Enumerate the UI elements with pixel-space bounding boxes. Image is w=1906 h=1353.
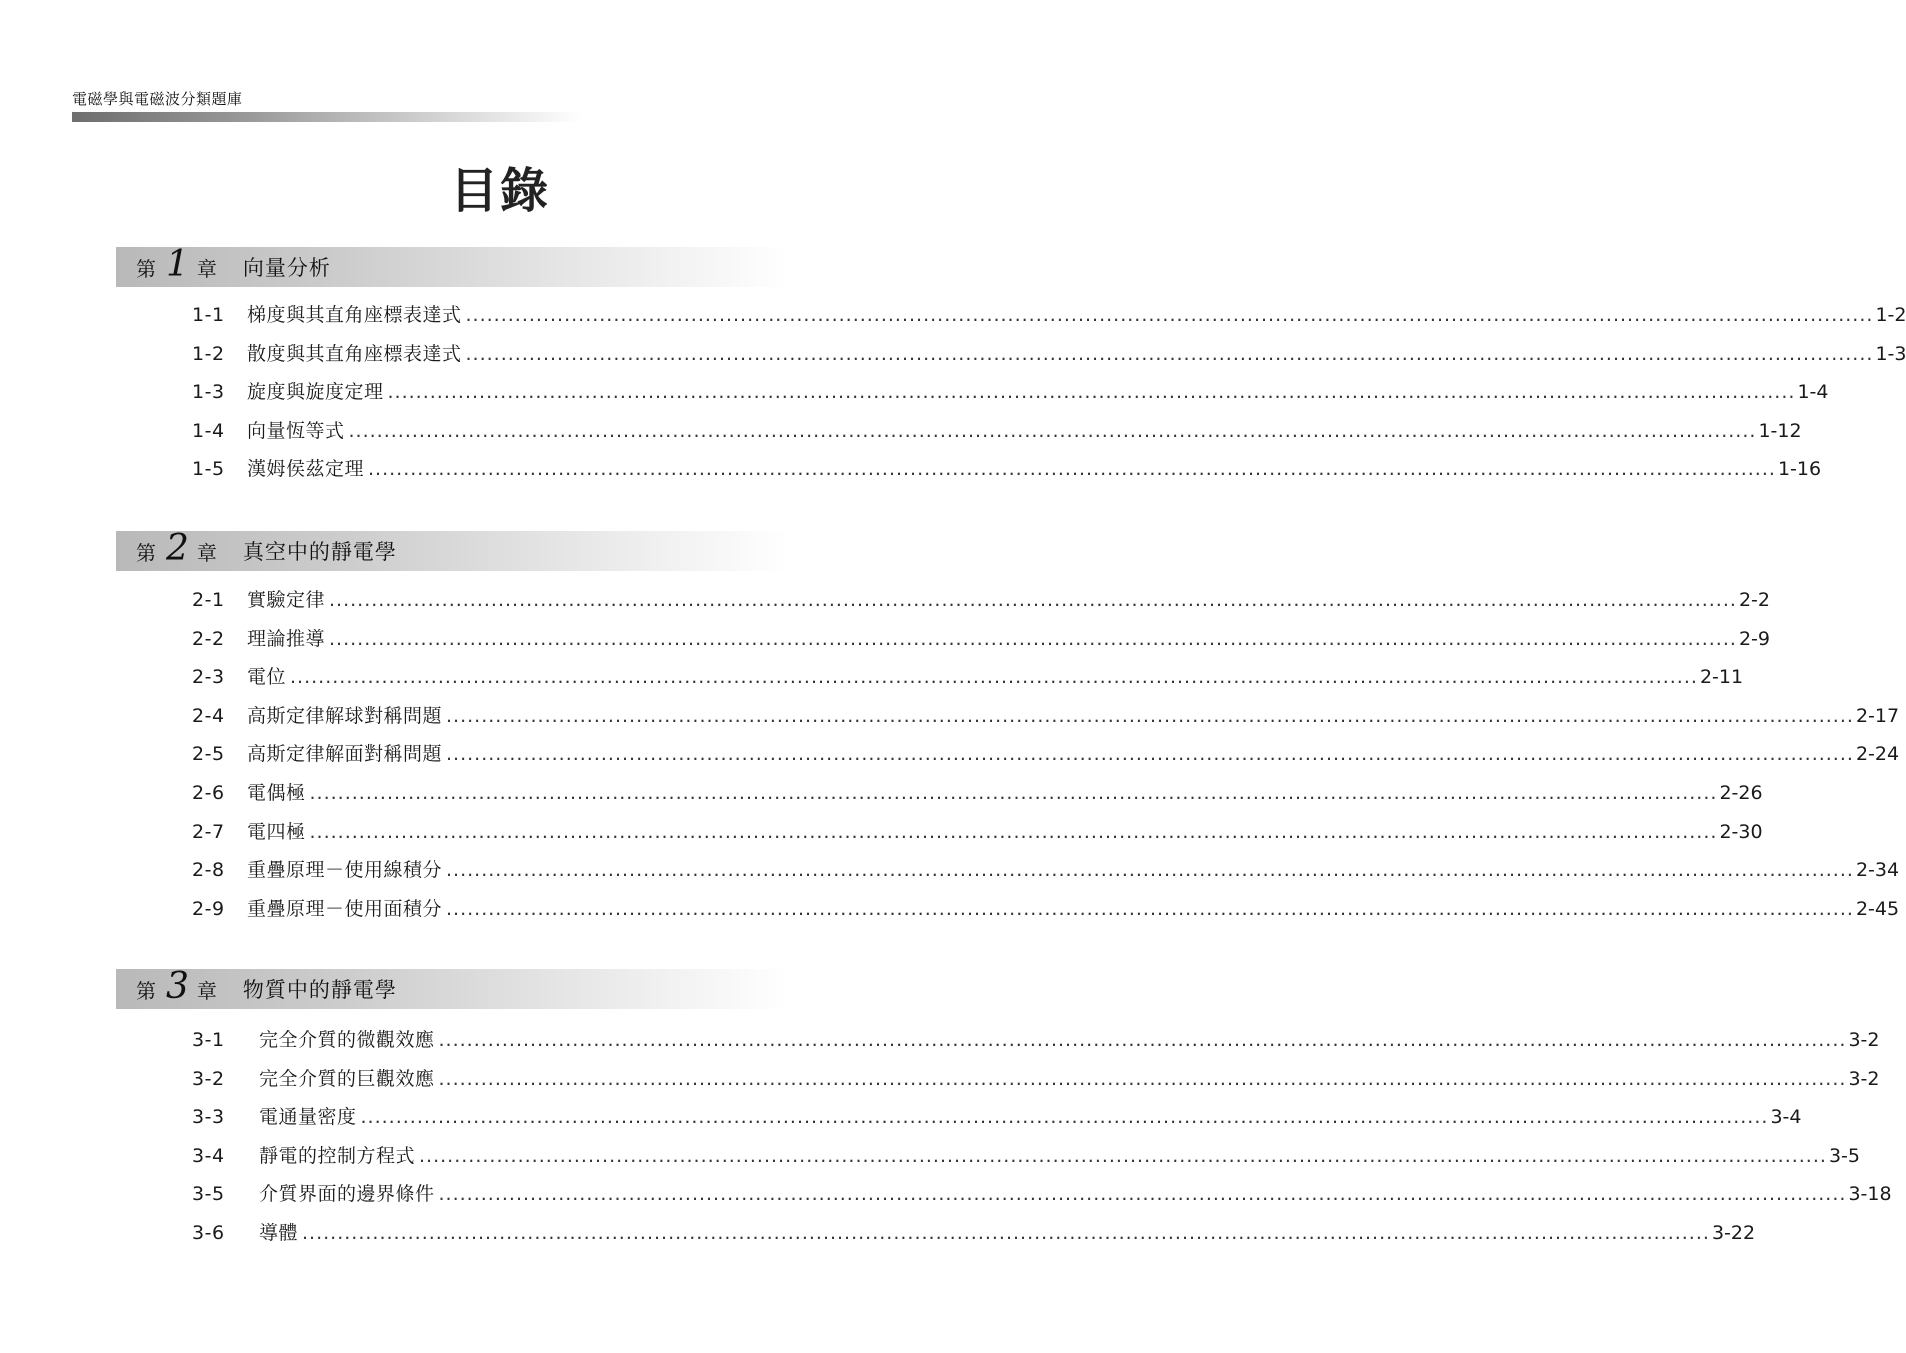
section-title: 電四極 — [247, 820, 306, 843]
running-header: 電磁學與電磁波分類題庫 — [72, 90, 243, 108]
section-number: 2-3 — [192, 666, 225, 689]
section-title: 完全介質的微觀效應 — [259, 1029, 435, 1051]
section-number: 2-5 — [192, 743, 225, 766]
chapter-heading — [116, 966, 788, 1009]
toc-entry[interactable] — [192, 662, 1744, 692]
chapter-suffix: 章 — [196, 540, 217, 565]
dot-leader: ........................................................................................................................................................................................................ — [419, 1144, 1827, 1167]
section-title: 漢姆侯茲定理 — [247, 458, 365, 481]
dot-leader: ........................................................................................................................................................................................................ — [438, 1067, 1847, 1090]
section-page-number: 3-18 — [1848, 1183, 1892, 1206]
chapter-prefix: 第 — [136, 540, 156, 565]
chapter-title: 物質中的靜電學 — [242, 978, 397, 1002]
section-page-number: 2-30 — [1719, 820, 1763, 843]
section-page-number: 3-4 — [1770, 1106, 1802, 1129]
chapter-heading — [116, 528, 788, 571]
page-title: 目錄 — [449, 163, 550, 219]
toc-entry[interactable] — [192, 1102, 1802, 1132]
section-number: 2-8 — [192, 859, 225, 882]
section-number: 3-5 — [192, 1183, 225, 1206]
section-number: 1-2 — [192, 342, 225, 365]
section-title: 介質界面的邊界條件 — [259, 1183, 435, 1206]
section-title: 高斯定律解面對稱問題 — [247, 743, 443, 766]
dot-leader: ........................................................................................................................................................................................................ — [360, 1106, 1769, 1129]
section-number: 3-6 — [192, 1222, 225, 1244]
toc-entry[interactable] — [192, 701, 1900, 731]
chapter-number: 1 — [166, 244, 189, 285]
dot-leader: ........................................................................................................................................................................................................ — [446, 704, 1854, 727]
header-rule — [72, 112, 582, 122]
dot-leader: ........................................................................................................................................................................................................ — [387, 381, 1796, 404]
section-title: 導體 — [259, 1222, 299, 1244]
chapter-prefix: 第 — [136, 256, 156, 281]
toc-entry[interactable] — [192, 1064, 1880, 1094]
section-page-number: 3-22 — [1711, 1222, 1756, 1244]
toc-entry[interactable] — [192, 339, 1906, 369]
section-page-number: 3-5 — [1828, 1144, 1860, 1167]
section-page-number: 2-17 — [1855, 704, 1900, 727]
section-title: 梯度與其直角座標表達式 — [247, 304, 462, 326]
dot-leader: ........................................................................................................................................................................................................ — [446, 859, 1854, 882]
section-page-number: 2-26 — [1719, 782, 1763, 804]
section-number: 2-4 — [192, 704, 225, 727]
toc-entry[interactable] — [192, 1141, 1860, 1171]
section-title: 重疊原理－使用線積分 — [247, 859, 443, 882]
toc-entry[interactable] — [192, 855, 1900, 885]
toc-entry[interactable] — [192, 1025, 1880, 1055]
section-number: 2-9 — [192, 897, 225, 920]
section-page-number: 1-12 — [1758, 419, 1802, 442]
chapter-heading — [116, 244, 788, 287]
toc-entry[interactable] — [192, 624, 1770, 654]
toc-entry[interactable] — [192, 894, 1900, 924]
section-page-number: 3-2 — [1848, 1067, 1880, 1090]
toc-entry[interactable] — [192, 817, 1763, 847]
section-title: 實驗定律 — [247, 589, 326, 611]
toc-entry[interactable] — [192, 416, 1802, 446]
section-number: 1-4 — [192, 419, 225, 442]
section-title: 旋度與旋度定理 — [247, 381, 384, 404]
section-page-number: 2-9 — [1738, 627, 1770, 650]
dot-leader: ........................................................................................................................................................................................................ — [348, 419, 1757, 442]
section-page-number: 2-45 — [1855, 897, 1900, 920]
section-page-number: 2-34 — [1855, 859, 1900, 882]
dot-leader: ........................................................................................................................................................................................................ — [329, 589, 1737, 611]
chapter-suffix: 章 — [196, 256, 217, 281]
section-number: 2-7 — [192, 820, 225, 843]
section-title: 電偶極 — [247, 782, 306, 804]
dot-leader: ........................................................................................................................................................................................................ — [438, 1029, 1847, 1051]
toc-entry[interactable] — [192, 585, 1770, 615]
chapter-title: 向量分析 — [242, 256, 331, 280]
chapter-prefix: 第 — [136, 978, 156, 1003]
section-number: 3-2 — [192, 1067, 225, 1090]
section-number: 3-3 — [192, 1106, 225, 1129]
chapter-number: 2 — [166, 528, 189, 569]
toc-entry[interactable] — [192, 1179, 1892, 1209]
chapter-title: 真空中的靜電學 — [242, 540, 397, 564]
dot-leader: ........................................................................................................................................................................................................ — [309, 820, 1718, 843]
section-title: 高斯定律解球對稱問題 — [247, 704, 443, 727]
toc-entry[interactable] — [192, 739, 1900, 769]
section-title: 靜電的控制方程式 — [259, 1144, 416, 1167]
section-number: 2-2 — [192, 627, 225, 650]
section-title: 散度與其直角座標表達式 — [247, 342, 462, 365]
section-page-number: 2-24 — [1855, 743, 1900, 766]
section-title: 向量恆等式 — [247, 419, 345, 442]
section-title: 完全介質的巨觀效應 — [259, 1067, 435, 1090]
dot-leader: ........................................................................................................................................................................................................ — [446, 743, 1854, 766]
dot-leader: ........................................................................................................................................................................................................ — [302, 1222, 1710, 1244]
toc-entry[interactable] — [192, 377, 1829, 407]
toc-entry[interactable] — [192, 454, 1822, 484]
section-title: 電位 — [247, 666, 287, 689]
section-title: 重疊原理－使用面積分 — [247, 897, 443, 920]
section-title: 理論推導 — [247, 627, 326, 650]
dot-leader: ........................................................................................................................................................................................................ — [446, 897, 1854, 920]
dot-leader: ........................................................................................................................................................................................................ — [290, 666, 1698, 689]
dot-leader: ........................................................................................................................................................................................................ — [438, 1183, 1847, 1206]
dot-leader: ........................................................................................................................................................................................................ — [309, 782, 1718, 804]
dot-leader: ........................................................................................................................................................................................................ — [368, 458, 1776, 481]
section-number: 3-1 — [192, 1029, 225, 1051]
section-title: 電通量密度 — [259, 1106, 357, 1129]
chapter-number: 3 — [166, 966, 189, 1007]
toc-entry[interactable] — [192, 778, 1763, 808]
toc-entry[interactable] — [192, 300, 1906, 330]
section-page-number: 1-3 — [1875, 342, 1906, 365]
dot-leader: ........................................................................................................................................................................................................ — [465, 304, 1874, 326]
section-page-number: 3-2 — [1848, 1029, 1880, 1051]
section-page-number: 1-2 — [1875, 304, 1906, 326]
section-number: 1-3 — [192, 381, 225, 404]
section-page-number: 2-11 — [1699, 666, 1744, 689]
chapter-suffix: 章 — [196, 978, 217, 1003]
section-number: 3-4 — [192, 1144, 225, 1167]
section-number: 1-1 — [192, 304, 225, 326]
section-page-number: 1-16 — [1777, 458, 1822, 481]
section-number: 2-6 — [192, 782, 225, 804]
section-number: 1-5 — [192, 458, 225, 481]
dot-leader: ........................................................................................................................................................................................................ — [465, 342, 1874, 365]
dot-leader: ........................................................................................................................................................................................................ — [329, 627, 1737, 650]
toc-entry[interactable] — [192, 1218, 1756, 1248]
section-number: 2-1 — [192, 589, 225, 611]
section-page-number: 2-2 — [1738, 589, 1770, 611]
section-page-number: 1-4 — [1797, 381, 1829, 404]
